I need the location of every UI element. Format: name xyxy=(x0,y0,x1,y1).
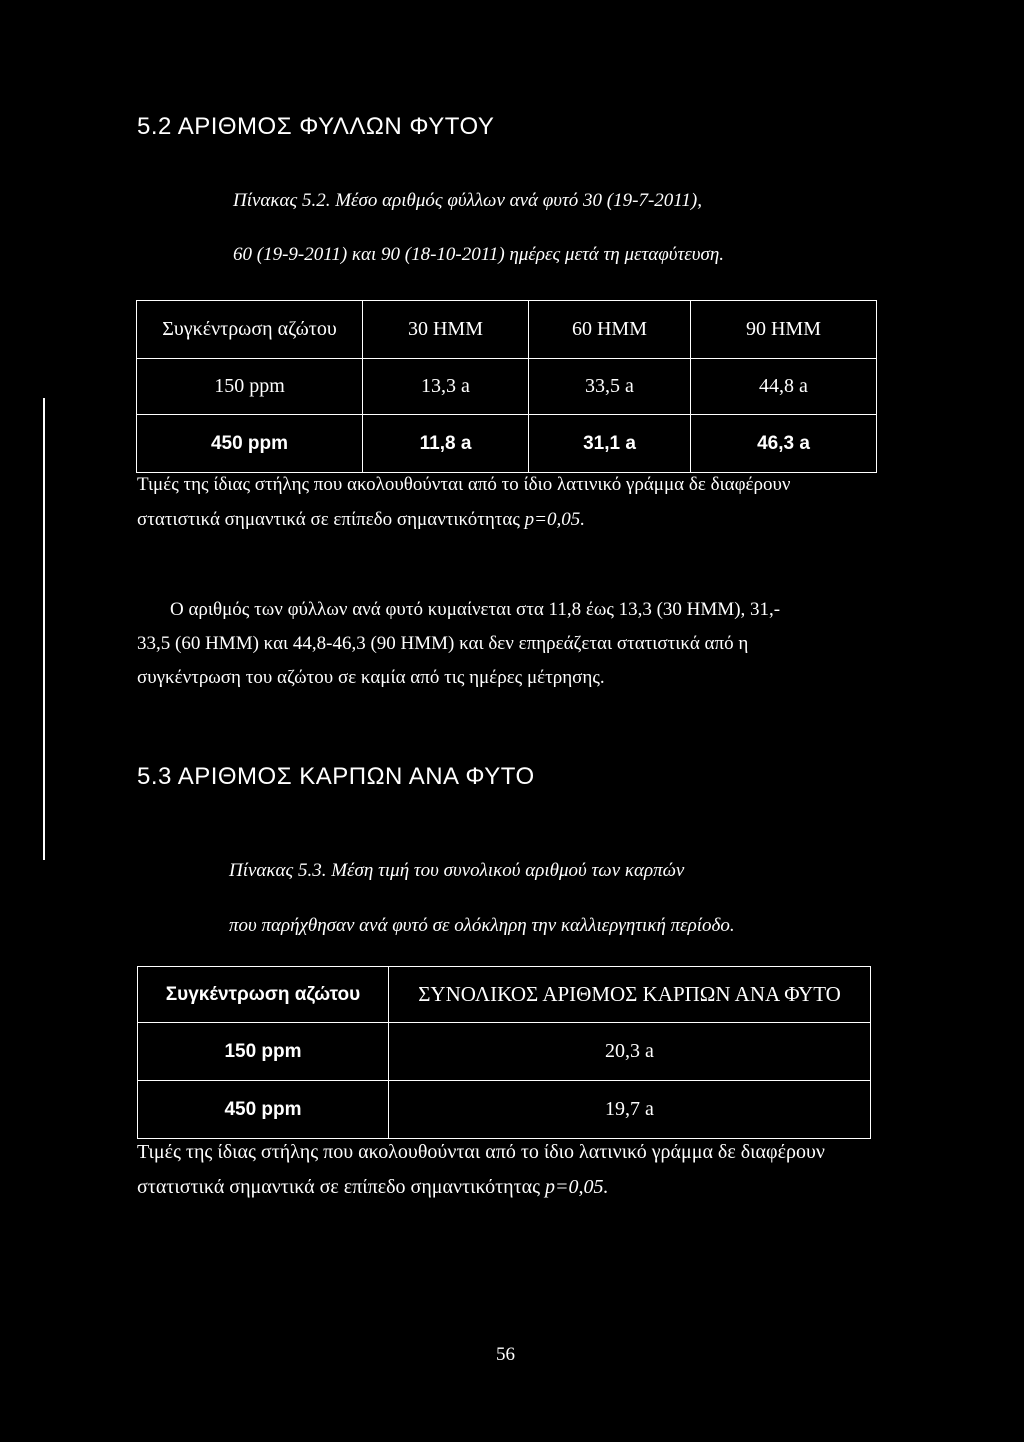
table-note-line2 xyxy=(137,509,585,531)
table-header-row xyxy=(138,967,871,1023)
table-row xyxy=(138,1023,871,1081)
table-cell: 20,3 a xyxy=(389,1023,871,1081)
margin-line xyxy=(43,398,45,860)
table-cell: 19,7 a xyxy=(389,1081,871,1139)
header-cell: Συγκέντρωση αζώτου xyxy=(138,967,389,1023)
significance-level: p=0,05. xyxy=(545,1176,609,1198)
note-text: στατιστικά σημαντικά σε επίπεδο σημαντικότητας xyxy=(137,1176,541,1198)
table-note-line1: Τιμές της ίδιας στήλης που ακολουθούνται από το ίδιο λατινικό γράμμα δε διαφέρουν xyxy=(137,474,791,495)
table-cell: 31,1 a xyxy=(529,415,691,473)
note-text: στατιστικά σημαντικά σε επίπεδο σημαντικότητας xyxy=(137,509,520,530)
fruits-table xyxy=(137,966,871,1139)
table-cell: 450 ppm xyxy=(137,415,363,473)
table-cell: 13,3 a xyxy=(363,359,529,415)
header-cell: 30 ΗΜΜ xyxy=(363,301,529,359)
header-cell: ΣΥΝΟΛΙΚΟΣ ΑΡΙΘΜΟΣ ΚΑΡΠΩΝ ΑΝΑ ΦΥΤΟ xyxy=(389,967,871,1023)
results-paragraph xyxy=(137,593,780,695)
table-note-line2 xyxy=(137,1176,609,1199)
section-heading-leaves: 5.2 ΑΡΙΘΜΟΣ ΦΥΛΛΩΝ ΦΥΤΟΥ xyxy=(137,113,495,140)
header-cell: 60 ΗΜΜ xyxy=(529,301,691,359)
table-label: Πίνακας 5.3. xyxy=(229,860,327,881)
table-caption-5-2-line2: 60 (19-9-2011) και 90 (18-10-2011) ημέρες μετά τη μεταφύτευση. xyxy=(233,244,725,265)
table-cell: 450 ppm xyxy=(138,1081,389,1139)
table-row xyxy=(138,1081,871,1139)
significance-level: p=0,05. xyxy=(524,509,585,530)
header-cell: 90 ΗΜΜ xyxy=(691,301,877,359)
table-cell: 150 ppm xyxy=(137,359,363,415)
table-row xyxy=(137,359,877,415)
paragraph-line: 33,5 (60 ΗΜΜ) και 44,8-46,3 (90 ΗΜΜ) και δεν επηρεάζεται στατιστικά από η xyxy=(137,633,749,654)
table-cell: 150 ppm xyxy=(138,1023,389,1081)
header-cell: Συγκέντρωση αζώτου xyxy=(137,301,363,359)
table-caption-5-2-line1 xyxy=(233,190,702,212)
page-number: 56 xyxy=(496,1344,515,1365)
table-cell: 46,3 a xyxy=(691,415,877,473)
table-caption-5-3-line2: που παρήχθησαν ανά φυτό σε ολόκληρη την καλλιεργητική περίοδο. xyxy=(229,915,735,936)
caption-text: Μέση τιμή του συνολικού αριθμού των καρπών xyxy=(331,860,685,881)
table-row xyxy=(137,415,877,473)
table-label: Πίνακας 5.2. xyxy=(233,190,331,211)
caption-text: Μέσο αριθμός φύλλων ανά φυτό 30 (19-7-2011), xyxy=(335,190,702,211)
table-header-row xyxy=(137,301,877,359)
paragraph-line: Ο αριθμός των φύλλων ανά φυτό κυμαίνεται στα 11,8 έως 13,3 (30 ΗΜΜ), 31,- xyxy=(170,599,781,620)
paragraph-line: συγκέντρωση του αζώτου σε καμία από τις ημέρες μέτρησης. xyxy=(137,667,605,688)
table-note-line1: Τιμές της ίδιας στήλης που ακολουθούνται από το ίδιο λατινικό γράμμα δε διαφέρουν xyxy=(137,1141,825,1163)
table-cell: 33,5 a xyxy=(529,359,691,415)
table-caption-5-3-line1 xyxy=(229,860,684,882)
section-heading-fruits: 5.3 ΑΡΙΘΜΟΣ ΚΑΡΠΩΝ ΑΝΑ ΦΥΤΟ xyxy=(137,763,535,790)
table-cell: 44,8 a xyxy=(691,359,877,415)
leaves-table xyxy=(136,300,877,473)
table-cell: 11,8 a xyxy=(363,415,529,473)
